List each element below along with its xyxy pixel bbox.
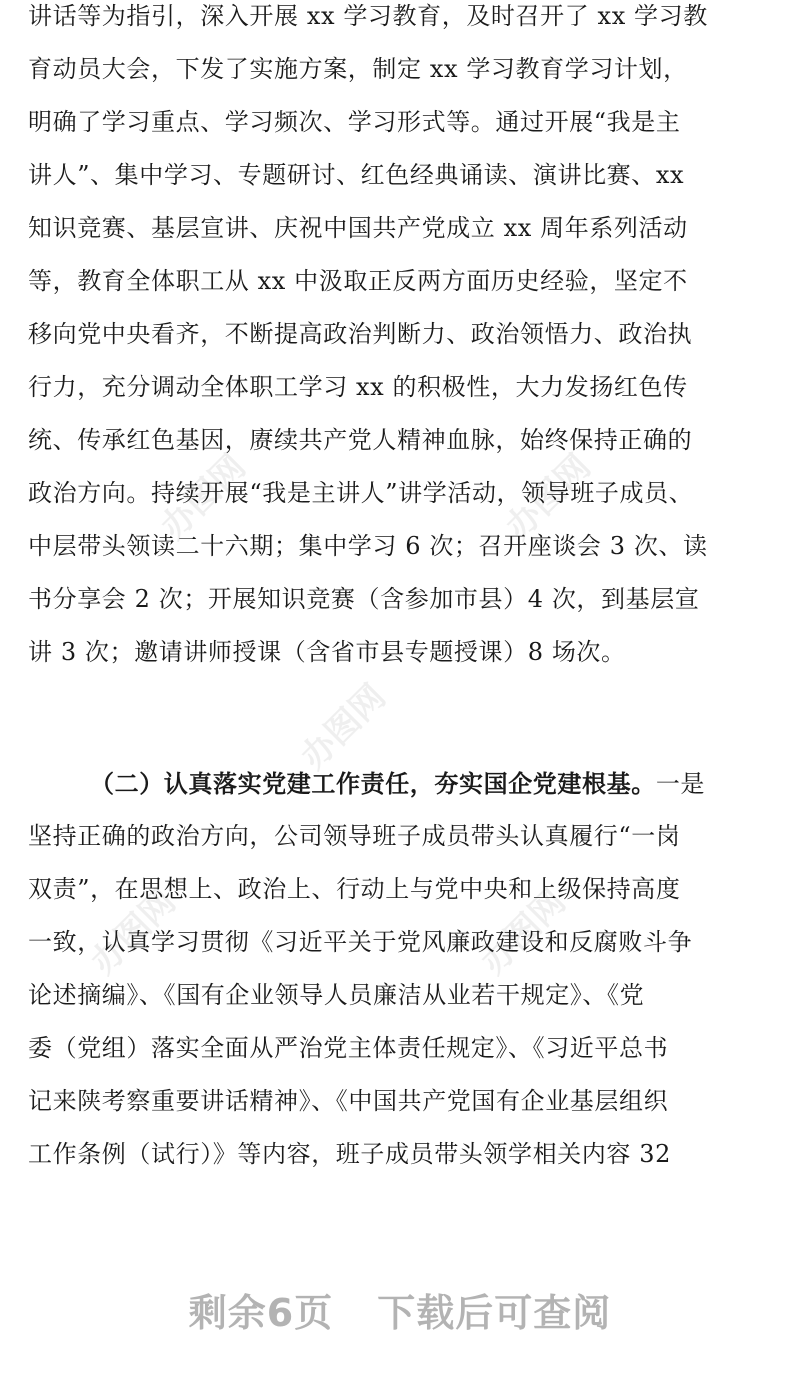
text-line: 中层带头领读二十六期；集中学习 6 次；召开座谈会 3 次、读 bbox=[28, 532, 708, 560]
text-line: 双责”，在思想上、政治上、行动上与党中央和上级保持高度 bbox=[28, 875, 681, 903]
text-line: 委（党组）落实全面从严治党主体责任规定》、《习近平总书 bbox=[28, 1034, 669, 1062]
text-line: 坚持正确的政治方向，公司领导班子成员带头认真履行“一岗 bbox=[28, 822, 681, 850]
watermark-logo: 办图网 bbox=[83, 881, 184, 983]
text-line: 政治方向。持续开展“我是主讲人”讲学活动，领导班子成员、 bbox=[28, 479, 694, 507]
watermark-logo: 办图网 bbox=[153, 446, 254, 548]
watermark-logo: 办图网 bbox=[498, 446, 599, 548]
download-prompt[interactable] bbox=[0, 1282, 800, 1337]
text-line: 明确了学习重点、学习频次、学习形式等。通过开展“我是主 bbox=[28, 108, 681, 136]
section-heading: （二）认真落实党建工作责任，夯实国企党建根基。 bbox=[90, 769, 656, 798]
heading-line-continuation: 一是 bbox=[655, 770, 706, 798]
text-line: 讲 3 次；邀请讲师授课（含省市县专题授课）8 场次。 bbox=[28, 638, 626, 666]
body-paragraph-2 bbox=[28, 757, 780, 1181]
text-line: 讲话等为指引，深入开展 xx 学习教育，及时召开了 xx 学习教 bbox=[28, 2, 708, 30]
text-line: 行力，充分调动全体职工学习 xx 的积极性，大力发扬红色传 bbox=[28, 373, 688, 401]
text-line: 统、传承红色基因，赓续共产党人精神血脉，始终保持正确的 bbox=[28, 426, 693, 454]
text-line: 育动员大会，下发了实施方案，制定 xx 学习教育学习计划， bbox=[28, 55, 688, 83]
text-line: 书分享会 2 次；开展知识竞赛（含参加市县）4 次，到基层宣 bbox=[28, 585, 700, 613]
text-line: 等，教育全体职工从 xx 中汲取正反两方面历史经验，坚定不 bbox=[28, 267, 688, 295]
text-line: 记来陕考察重要讲话精神》、《中国共产党国有企业基层组织 bbox=[28, 1087, 669, 1115]
remaining-pages-label: 剩余6页 bbox=[188, 1291, 334, 1335]
text-line: 一致，认真学习贯彻《习近平关于党风廉政建设和反腐败斗争 bbox=[28, 928, 693, 956]
text-line: 论述摘编》、《国有企业领导人员廉洁从业若干规定》、《党 bbox=[28, 981, 645, 1009]
body-paragraph-1 bbox=[28, 0, 780, 679]
watermark-logo: 办图网 bbox=[473, 881, 574, 983]
download-hint-label: 下载后可查阅 bbox=[377, 1291, 612, 1335]
text-line: 知识竞赛、基层宣讲、庆祝中国共产党成立 xx 周年系列活动 bbox=[28, 214, 688, 242]
text-line: 讲人”、集中学习、专题研讨、红色经典诵读、演讲比赛、xx bbox=[28, 161, 685, 189]
text-line: 移向党中央看齐，不断提高政治判断力、政治领悟力、政治执 bbox=[28, 320, 693, 348]
watermark-logo: 办图网 bbox=[293, 676, 394, 778]
text-line: 工作条例（试行）》等内容，班子成员带头领学相关内容 32 bbox=[28, 1140, 671, 1168]
paragraph-first-line bbox=[28, 757, 780, 810]
